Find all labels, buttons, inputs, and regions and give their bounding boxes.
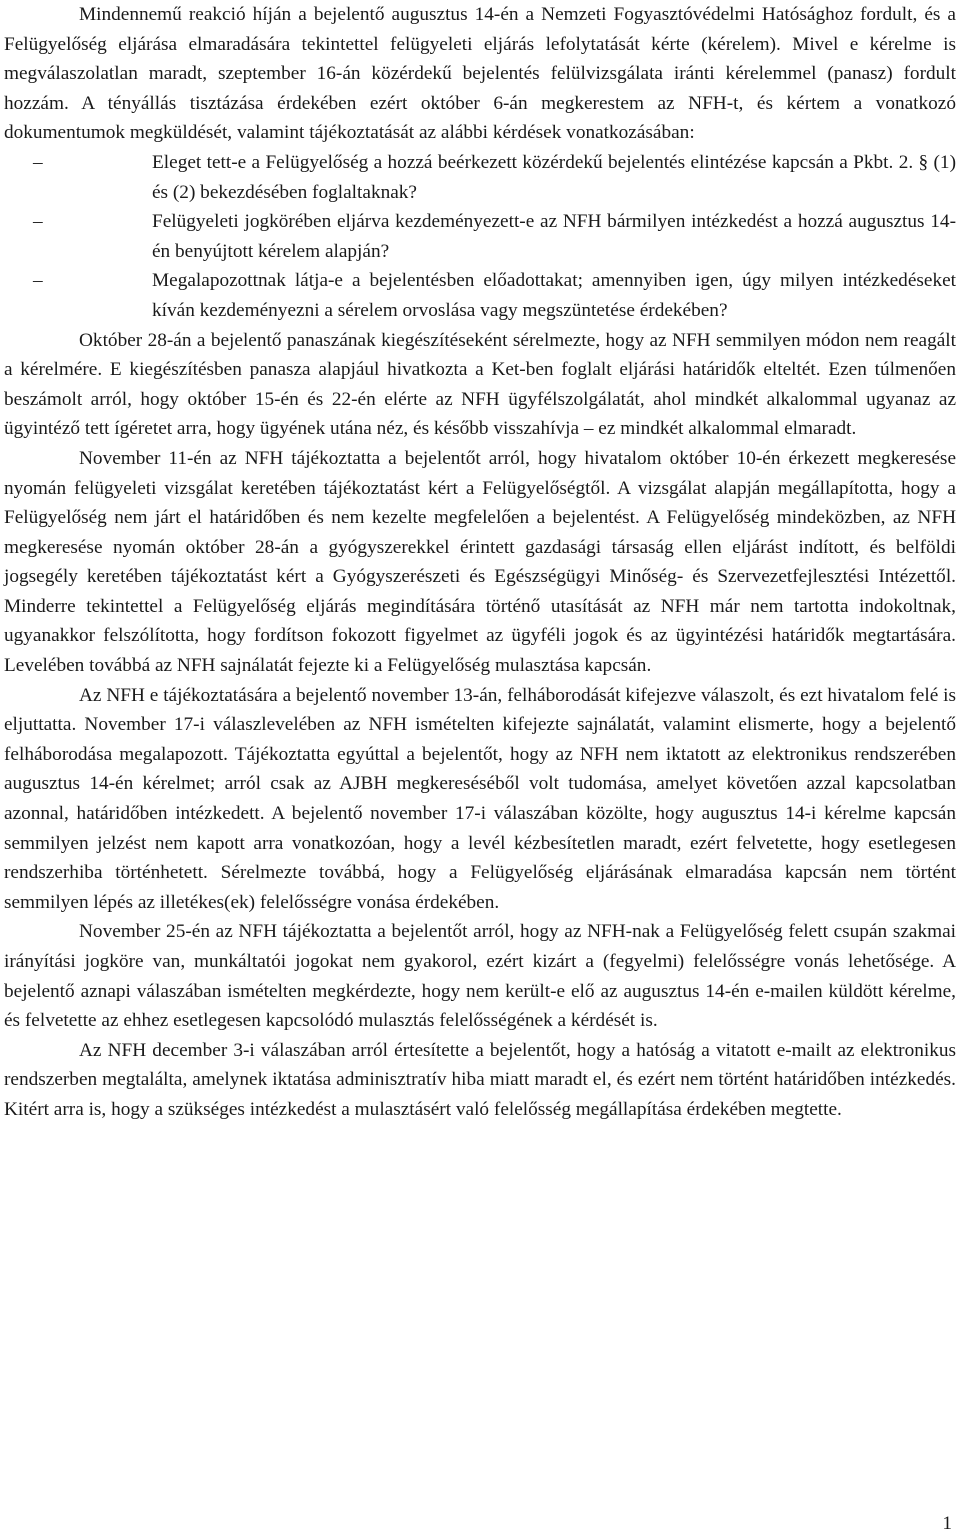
document-page [4,0,956,1125]
dash-bullet-icon: – [33,151,43,173]
list-item-text: Felügyeleti jogkörében eljárva kezdeményezett-e az NFH bármilyen intézkedést a hozzá augusztus 14-én benyújtott kérelem alapján? [152,211,956,262]
paragraph-october-28: Október 28-án a bejelentő panaszának kiegészítéseként sérelmezte, hogy az NFH semmilyen módon nem reagált a kérelmére. E kiegészítésben panasza alapjául hivatkozta a Ket-ben foglalt eljárási határidők elteltét. Ezen túlmenően beszámolt arról, hogy október 15-én és 22-én elérte az NFH ügyfélszolgálatát, ahol mindkét alkalommal ugyanaz az ügyintéző tett ígéretet arra, hogy ügyének utána néz, és később visszahívja – ez mindkét alkalommal elmaradt. [4,329,956,440]
paragraph-november-13: Az NFH e tájékoztatására a bejelentő november 13-án, felháborodását kifejezve válaszolt, és ezt hivatalom felé is eljuttatta. November 17-i válaszlevelében az NFH ismételten kifejezte sajnálatát, valamint elismerte, hogy a bejelentő felháborodása megalapozott. Tájékoztatta egyúttal a bejelentőt, hogy az NFH nem iktatott az elektronikus rendszerében augusztus 14-én kérelmet; arról csak az AJBH megkereséséből volt tudomása, amelyet követően azzal kapcsolatban azonnal, határidőben intézkedett. A bejelentő november 17-i válaszában közölte, hogy augusztus 14-i kérelme kapcsán semmilyen jelzést nem kapott arra vonatkozóan, hogy a levél kézbesítetlen maradt, ezért felvetette, hogy esetlegesen rendszerhiba történhetett. Sérelmezte továbbá, hogy a Felügyelőség eljárásának elmaradása kapcsán nem történt semmilyen lépés az illetékes(ek) felelősségre vonása érdekében. [4,684,956,913]
paragraph-december-3: Az NFH december 3-i válaszában arról értesítette a bejelentőt, hogy a hatóság a vitatott e-mailt az elektronikus rendszerben megtalálta, amelynek iktatása adminisztratív hiba miatt maradt el, és ezért nem történt határidőben intézkedés. Kitért arra is, hogy a szükséges intézkedést a mulasztásért való felelősség megállapítása érdekében megtette. [4,1039,956,1120]
paragraph-november-11: November 11-én az NFH tájékoztatta a bejelentőt arról, hogy hivatalom október 10-én érkezett megkeresése nyomán felügyeleti vizsgálat keretében tájékoztatást kért a Felügyelőségtől. A vizsgálat alapján megállapította, hogy a Felügyelőség nem járt el határidőben és nem kezelte megfelelően a bejelentést. A Felügyelőség mindeközben, az NFH megkeresése nyomán október 28-án a gyógyszerekkel érintett gazdasági társaság ellen eljárást indított, és belföldi jogsegély keretében tájékoztatást kért a Gyógyszerészeti és Egészségügyi Minőség- és Szervezetfejlesztési Intézettől. Minderre tekintettel a Felügyelőség eljárás megindítására történő utasítását az NFH már nem tartotta indokoltnak, ugyanakkor felszólította, hogy fordítson fokozott figyelmet az ügyféli jogok és az ügyintézési határidők megtartására. Levelében továbbá az NFH sajnálatát fejezte ki a Felügyelőség mulasztása kapcsán. [4,447,956,677]
list-item-text: Eleget tett-e a Felügyelőség a hozzá beérkezett közérdekű bejelentés elintézése kapcsán a Pkbt. 2. § (1) és (2) bekezdésében foglaltaknak? [152,151,956,203]
list-item-text: Megalapozottnak látja-e a bejelentésben előadottakat; amennyiben igen, úgy milyen intézkedéseket kíván kezdeményezni a sérelem orvoslása vagy megszüntetése érdekében? [152,270,956,321]
paragraph-november-25: November 25-én az NFH tájékoztatta a bejelentőt arról, hogy az NFH-nak a Felügyelőség felett csupán szakmai irányítási jogköre van, munkáltatói jogokat nem gyakorol, ezért kizárt a (fegyelmi) felelősségre vonás lehetősége. A bejelentő aznapi válaszában ismételten megkérdezte, hogy nem került-e elő az augusztus 14-én e-mailen küldött kérelme, és felvetette az ehhez esetlegesen kapcsolódó mulasztás felelősségének a kérdését is. [4,921,956,1032]
list-item [33,266,956,325]
paragraph-intro: Mindennemű reakció híján a bejelentő augusztus 14-én a Nemzeti Fogyasztóvédelmi Hatósághoz fordult, és a Felügyelőség eljárása elmaradására tekintettel felügyeleti eljárás lefolytatását kérte (kérelem). Mivel e kérelme is megválaszolatlan maradt, szeptember 16-án közérdekű bejelentés felülvizsgálata iránti kérelemmel (panasz) fordult hozzám. A tényállás tisztázása érdekében ezért október 6-án megkerestem az NFH-t, és kértem a vonatkozó dokumentumok megküldését, valamint tájékoztatását az alábbi kérdések vonatkozásában: [4,4,956,144]
question-list [4,148,956,326]
list-item [33,148,956,207]
page-number: 1 [942,1513,952,1534]
dash-bullet-icon: – [33,270,43,292]
dash-bullet-icon: – [33,211,43,233]
list-item [33,207,956,266]
